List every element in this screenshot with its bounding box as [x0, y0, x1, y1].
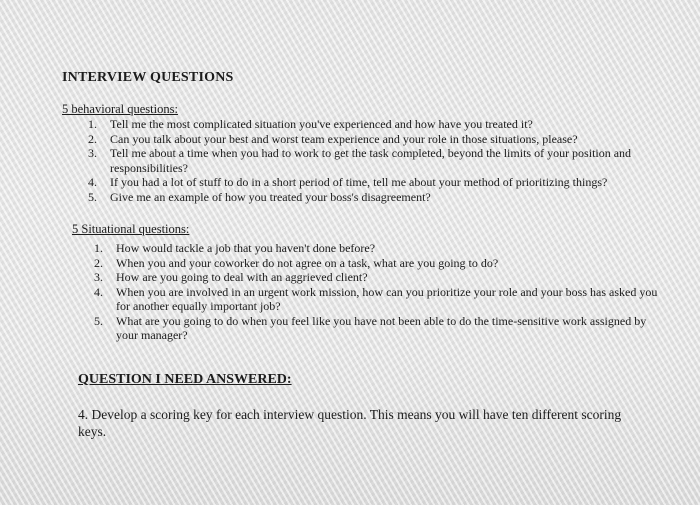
item-number: 2.	[88, 131, 97, 146]
question-heading: QUESTION I NEED ANSWERED:	[78, 372, 292, 387]
item-number: 3.	[88, 146, 97, 160]
list-item	[94, 241, 664, 256]
behavioral-section-label: 5 behavioral questions:	[62, 102, 178, 116]
item-number: 1.	[94, 241, 103, 255]
item-number: 4.	[88, 175, 97, 189]
item-number: 5.	[88, 189, 97, 204]
question-text: How would tackle a job that you haven't done before?	[116, 241, 376, 255]
question-text: When you and your coworker do not agree on a task, what are you going to do?	[116, 255, 499, 270]
question-text: Tell me about a time when you had to work to get the task completed, beyond the limits of your position and responsibilities?	[110, 146, 632, 175]
item-number: 2.	[94, 255, 103, 270]
list-item	[88, 175, 678, 190]
item-number: 3.	[94, 270, 103, 284]
question-text: When you are involved in an urgent work mission, how can you prioritize your role and your boss has asked you for another equally important job?	[116, 284, 658, 313]
list-item	[88, 132, 678, 147]
question-text: What are you going to do when you feel like you have not been able to do the time-sensitive work assigned by your manager?	[116, 313, 647, 342]
list-item	[88, 117, 678, 132]
question-text: How are you going to deal with an aggrieved client?	[116, 270, 368, 284]
question-text: If you had a lot of stuff to do in a short period of time, tell me about your method of prioritizing things?	[110, 175, 608, 189]
list-item	[94, 256, 664, 271]
page-title: INTERVIEW QUESTIONS	[62, 70, 234, 85]
list-item	[94, 285, 664, 314]
situational-section-label: 5 Situational questions:	[72, 222, 190, 236]
item-number: 5.	[94, 313, 103, 328]
item-number: 1.	[88, 117, 97, 131]
item-number: 4.	[94, 284, 103, 299]
list-item	[88, 146, 678, 175]
list-item	[94, 270, 664, 285]
question-text: Tell me the most complicated situation you've experienced and how have you treated it?	[110, 117, 533, 131]
question-text: Can you talk about your best and worst team experience and your role in those situations, please?	[110, 131, 578, 146]
list-item	[88, 190, 678, 205]
question-text: Give me an example of how you treated your boss's disagreement?	[110, 189, 431, 204]
task-text: 4. Develop a scoring key for each interview question. This means you will have ten different scoring keys.	[78, 407, 622, 439]
situational-question-list	[94, 241, 664, 343]
behavioral-question-list	[88, 117, 678, 204]
list-item	[94, 314, 664, 343]
